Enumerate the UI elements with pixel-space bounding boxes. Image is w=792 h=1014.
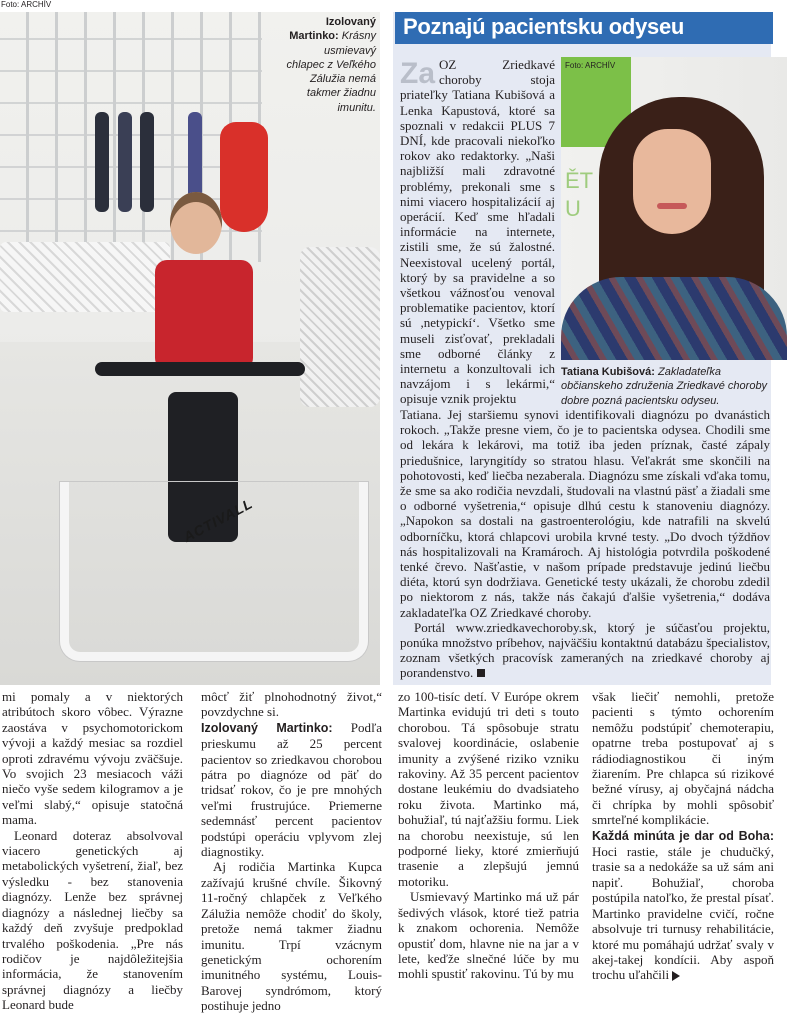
paragraph: zo 100-tisíc detí. V Európe okrem Martinka evidujú tri deti s touto chorobou. Tá spôsobuje stratu svalovej koordinácie, oslabenie imunity a zvýšené riziko vzniku rakoviny. Až 35 percent pacientov dostane leukémiu do dvadsiateho roku života. Martinko má, bohužiaľ, tú najťažšiu formu. Liek na chorobu neexistuje, sú len podporné lieky, ktoré zmierňujú trasenie a zlepšujú jemnú motoriku. <box>398 689 579 889</box>
sidebar-paragraph: Portál www.zriedkavechoroby.sk, ktorý je súčasťou projektu, ponúka množstvo príbehov, najväčšiu kontaktnú databázu špecialistov, zoznam všetkých pracovísk zameraných na zriedkavé choroby aj porandenstvo. <box>400 619 770 681</box>
column-2 <box>201 689 382 1014</box>
paragraph: však liečiť nemohli, pretože pacienti s týmto ochorením nemôžu podstúpiť chemoterapiu, opatrne treba postupovať aj s rádiodiagnostikou či iným žiarením. Pre chlapca sú rizikové bežné vírusy, aj obyčajná nádcha či chrípka by mohli spôsobiť smrteľné komplikácie. <box>592 689 774 828</box>
boy-photo-caption <box>286 15 376 115</box>
walker-handle <box>95 362 305 376</box>
caption-name: Tatiana Kubišová: <box>561 366 655 378</box>
subheading: Každá minúta je dar od Boha: <box>592 828 774 843</box>
walker-brand: ACTIVALL <box>180 495 256 545</box>
caption-text: Zakladateľka občianskeho združenia Zriedkavé choroby dobre pozná pacientsku odyseu. <box>561 366 768 407</box>
woman-face <box>633 129 711 234</box>
hanging-weight <box>95 112 109 212</box>
paragraph-text: Podľa prieskumu až 25 percent pacientov so zriedkavou chorobou pátra po diagnóze od päť do tridsať rokov, čo je pre mnohých veľmi frustrujúce. Priemerne sedemnásť percent pacientov podstúpi operáciu vplyvom zlej diagnostiky. <box>201 719 382 860</box>
end-square-icon <box>477 669 485 677</box>
continue-arrow-icon <box>672 971 680 981</box>
sidebar-paragraph-text: OZ Zriedkavé choroby stoja priateľky Tatiana Kubišová a Lenka Kapustová, ktoré sa spoznali v redakcii PLUS 7 DNÍ, kde pracovali niekoľko rokov ako redaktorky. „Naši najbližší mali zdravotné problémy, prekonali sme s nimi viacero hospitalizácií aj operácií. Keď sme hľadali informácie na internete, zistili sme, že sú žalostné. Neexistoval ucelený portál, ktorý by sa pravidelne a so všetkou vážnosťou venoval problematike pacientov, ktorí sú ,netypickí‘. Všetko sme museli zisťovať, prekladali sme odborné články z internetu a konzultovali ich navzájom i s lekármi,“ opisuje vznik projektu <box>400 57 555 407</box>
sidebar-title: Poznajú pacientsku odyseu <box>403 14 685 39</box>
therapy-bench <box>0 242 170 312</box>
photo-credit: Foto: ARCHÍV <box>1 0 52 9</box>
caption-text: Krásny usmievavý chlapec z Veľkého Zálužia nemá takmer žiadnu imunitu. <box>286 30 376 114</box>
column-4 <box>592 689 774 983</box>
sidebar-text-lower <box>400 407 770 681</box>
woman-photo <box>561 57 787 360</box>
woman-mouth <box>657 203 687 209</box>
sidebar-paragraph <box>400 57 555 407</box>
hanging-weight <box>118 112 132 212</box>
boy-vest <box>155 260 253 370</box>
hanging-vest <box>220 122 268 232</box>
walker-frame <box>60 482 368 661</box>
woman-photo-caption <box>561 365 773 408</box>
paragraph: Usmievavý Martinko má už pár šedivých vlások, ktoré tiež patria k znakom ochorenia. Nemôže opustiť dom, hlavne nie na jar a v lete, keďže slnečné lúče by mu mohli spustiť rakovinu. Tú by mu <box>398 889 579 982</box>
column-3 <box>398 689 579 982</box>
paragraph: mi pomaly a v niektorých atribútoch skoro vôbec. Výrazne zaostáva v psychomotorickom vývoji a každý mesiac sa rozdiel oproti zdravému vývoju zväčšuje. Vo svojich 23 mesiacoch váži niečo vyše sedem kilogramov a je veľmi slabý,“ opisuje statočná mama. <box>2 689 183 828</box>
caption-name: Izolovaný Martinko: <box>289 16 376 43</box>
subheading: Izolovaný Martinko: <box>201 720 333 735</box>
wall-letters: ĚT U <box>565 168 594 221</box>
paragraph <box>201 720 382 860</box>
pillow <box>300 247 380 407</box>
woman-dress <box>561 277 787 360</box>
sidebar-text-upper <box>400 57 555 407</box>
paragraph-text: Hoci rastie, stále je chudučký, trasie sa a nedokáže sa už sám ani napiť. Bohužiaľ, choroba postúpila natoľko, že prestal písať. Martinko pravidelne cvičí, ročne absolvuje tri turnusy rehabilitácie, ktoré mu pomáhajú udržať svaly v akej-takej kondícii. Aby aspoň trochu uľahčili <box>592 844 774 983</box>
hanging-weight <box>140 112 154 212</box>
column-1 <box>2 689 183 1013</box>
dropcap: Za <box>400 57 436 90</box>
paragraph: Aj rodičia Martinka Kupca zažívajú krušné chvíle. Šikovný 11-ročný chlapček z Veľkého Zálužia nemôže chodiť do školy, pretože nemá takmer žiadnu imunitu. Trpí vzácnym genetickým ochorením imunitného systému, Louis-Barovej syndrómom, ktorý postihuje jedno <box>201 859 382 1014</box>
sidebar-paragraph-continued: Tatiana. Jej staršiemu synovi identifikovali diagnózu po dvanástich rokoch. „Takže presne viem, čo je to pacientska odysea. Chodili sme od lekára k lekárovi, ma totiž iba jeden príznak, časté zápaly priedušnice, laryngitídy so stratou hlasu. Veľakrát sme skončili na pohotovosti, keď liečba nezaberala. Diagnózu sme získali vďaka tomu, že sme sa ako rodičia nevzdali, študovali na vlastnú päsť a žiadali sme o odborné vyšetrenia,“ opisuje dlhú cestu k stanoveniu diagnózy. „Napokon sa dostali na gastroenterológiu, kde natrafili na skvelú odborníčku, ktorá chlapcovi urobila krvné testy. „Do dvoch týždňov nás hospitalizovali na Kramároch. Aj histológia potvrdila poškodené tenké črevo. Našťastie, v našom prípade predstavuje jedinú liečbu diéta, ktorú syn dodržiava. Genetické testy ukázali, že chorobu zdedil po niektorom z nás, takže nás čakajú ďalšie vyšetrenia,“ dodáva zakladateľka OZ Zriedkavé choroby. <box>400 407 770 620</box>
boy-head <box>170 192 222 254</box>
photo-credit: Foto: ARCHÍV <box>565 61 616 70</box>
paragraph: Leonard doteraz absolvoval viacero genetických aj metabolických vyšetrení, žiaľ, bez výsledku - bez stanovenia diagnózy. Lenže bez správnej diagnózy a následnej liečby sa každý deň zvyšuje predpoklad trvalého poškodenia. „Pre nás rodičov je najdôležitejšia informácia, že stanovením správnej diagnózy a liečby Leonard bude <box>2 827 183 1013</box>
sidebar-title-bar <box>395 12 773 44</box>
paragraph: môcť žiť plnohodnotný život,“ povzdychne si. <box>201 689 382 720</box>
paragraph <box>592 828 774 983</box>
